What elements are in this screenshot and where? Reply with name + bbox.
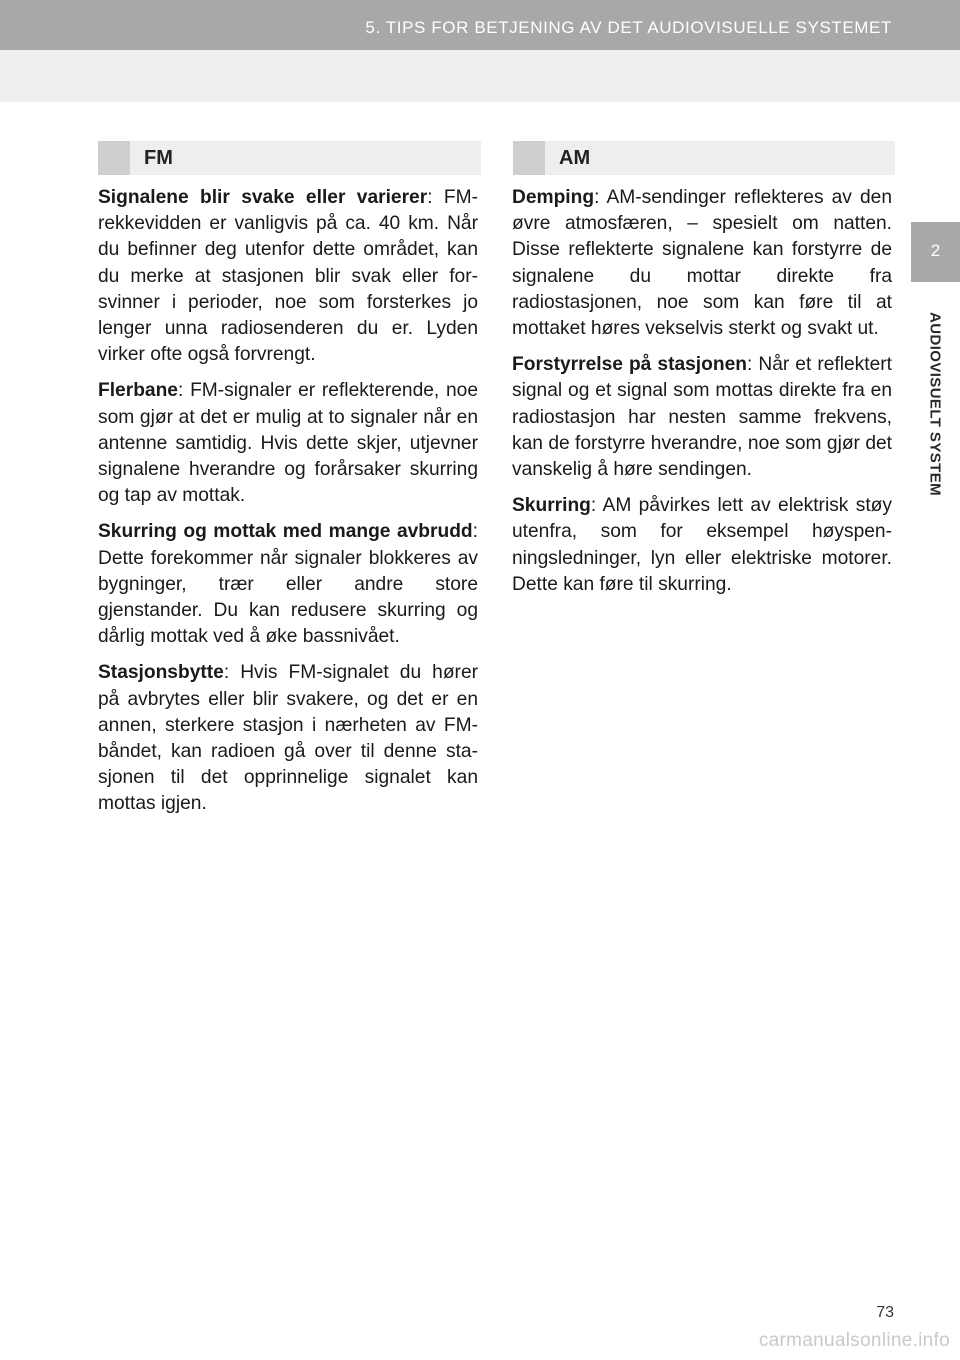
paragraph-text: : AM påvirkes lett av elektrisk støy utenfra, som for eksempel høyspenningsledninger, lyn eller elektriske motorer. Dette kan føre til skurring. [512,495,892,595]
heading-marker [513,141,545,175]
paragraph [512,185,892,342]
chapter-title: 5. TIPS FOR BETJENING AV DET AUDIOVISUELLE SYSTEMET [365,18,892,37]
paragraph-text: : FM-rekkevidden er vanligvis på ca. 40 km. Når du befinner deg utenfor dette området, kan du merke at stasjonen blir svak eller forsvinner i perioder, noe som forsterkes jo lenger unna radiosenderen du er. Lyden virker ofte også forvrengt. [98,187,478,366]
paragraph [98,185,478,368]
paragraph [512,493,892,598]
paragraph [98,519,478,650]
term: Signalene blir svake eller varierer [98,187,428,208]
section-heading-fm [98,141,481,175]
watermark: carmanualsonline.info [758,1330,950,1351]
heading-marker [98,141,130,175]
paragraph-text: : Når et reflektert signal og et signal som mottas direkte fra en radiostasjon har nesten samme frekvens, kan de forstyrre hverandre, noe som gjør det vanskelig å høre sendingen. [512,354,892,481]
section-heading-label: AM [559,146,591,169]
paragraph-text: : Dette forekommer når signaler blokkeres av bygninger, trær eller andre store gjenstander. Du kan redusere skurring og dårlig mottak ved å øke bassnivået. [98,521,478,648]
paragraph [512,352,892,483]
chapter-tab-number: 2 [911,222,960,282]
term: Stasjonsbytte [98,662,224,684]
paragraph [98,660,478,817]
paragraph-text: : AM-sendinger reflekteres av den øvre atmosfæren, – spesielt om natten. Disse reflekterte signalene kan forstyrre de signalene du mottar direkte fra radiostasjonen, noe som kan føre til at mottaket høres vekselvis sterkt og svakt ut. [512,187,892,340]
term: Forstyrrelse på stasjonen [512,354,747,376]
paragraph-text: : Hvis FM-signalet du hører på avbrytes eller blir svakere, og det er en annen, sterkere stasjon i nærheten av FM-båndet, kan radioen gå over til denne stasjonen til det opprinnelige signalet kan mottas igjen. [98,662,478,815]
chapter-tab-label: AUDIOVISUELT SYSTEM [926,311,944,497]
term: Demping [512,187,595,208]
am-column [512,185,892,608]
term: Flerbane [98,380,178,402]
section-heading-am [513,141,895,175]
paragraph [98,378,478,509]
term: Skurring og mottak med mange avbrudd [98,521,473,543]
fm-column [98,185,478,828]
term: Skurring [512,495,591,517]
paragraph-text: : FM-signaler er reflekterende, noe som gjør at det er mulig at to signaler når en antenne samtidig. Hvis dette skjer, utjevner signalene hverandre og forårsaker skurring og tap av mottak. [98,380,478,507]
section-heading-label: FM [144,146,173,169]
page-number: 73 [876,1304,894,1321]
